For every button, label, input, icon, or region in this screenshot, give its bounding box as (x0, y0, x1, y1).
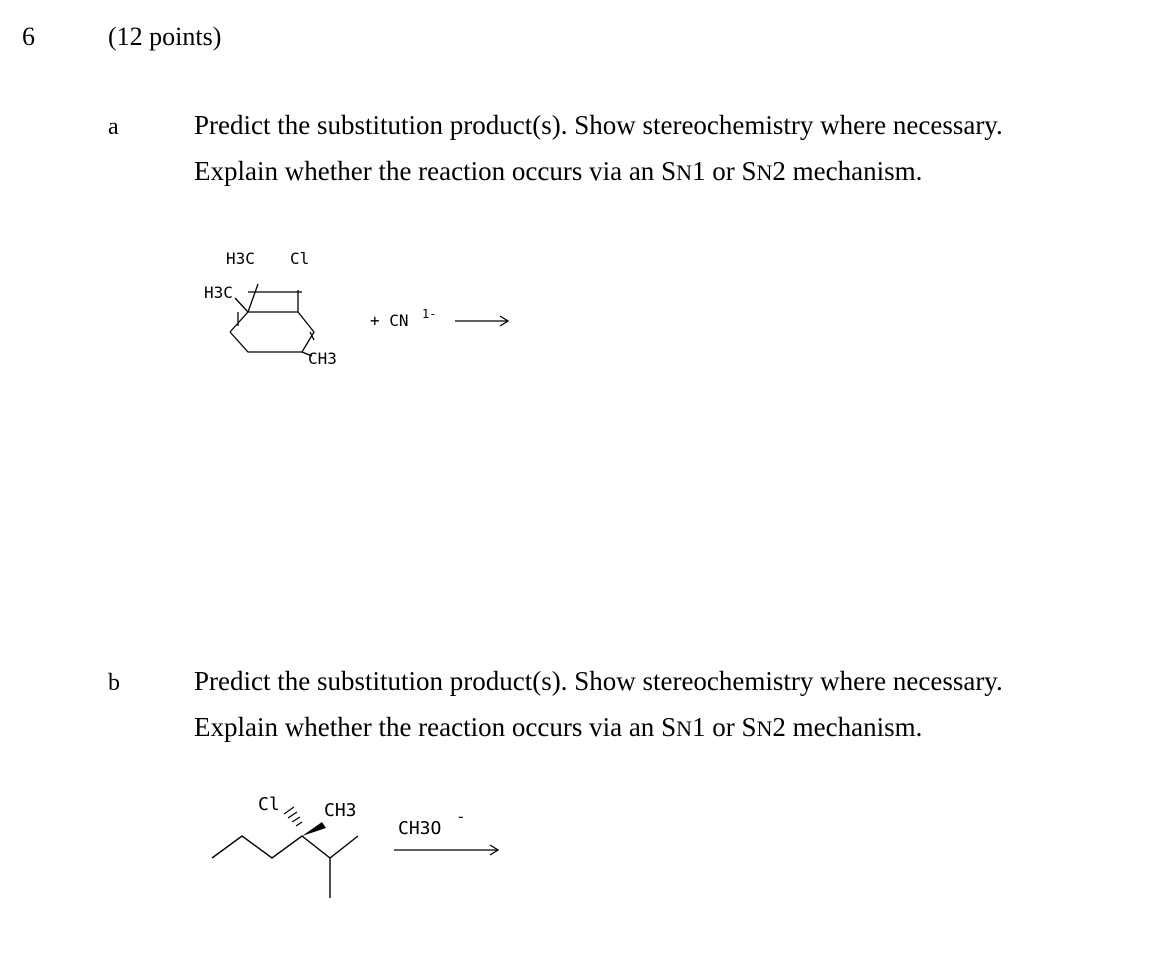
label-h3c-left: H3C (204, 283, 233, 302)
label-h3c-top: H3C (226, 249, 255, 268)
solid-wedge-ch3 (302, 822, 326, 836)
reagent-ch3o: CH3O (398, 818, 442, 839)
reagent-cn: + CN (370, 311, 409, 330)
structure-a (190, 240, 530, 380)
part-a-instruction-2: Explain whether the reaction occurs via an SN1 or SN2 mechanism. (194, 156, 923, 186)
reagent-ch3o-charge: - (456, 807, 466, 826)
bond-c1-methyl2 (235, 298, 248, 312)
label-ch3: CH3 (308, 349, 337, 368)
part-a-instruction-1: Predict the substitution product(s). Show stereochemistry where necessary. (194, 110, 1003, 140)
ring-a-bonds (230, 312, 314, 352)
part-b-label: b (108, 670, 120, 696)
part-b-instruction-1: Predict the substitution product(s). Show stereochemistry where necessary. (194, 666, 1003, 696)
reagent-cn-charge: 1- (422, 307, 437, 321)
hashed-wedge-cl (284, 807, 302, 826)
structure-b (200, 786, 520, 906)
chain-b-bonds (212, 836, 358, 858)
label-cl-b: Cl (258, 794, 280, 815)
question-number: 6 (22, 22, 35, 51)
bond-c1-methyl (248, 284, 258, 312)
part-a-label: a (108, 114, 119, 140)
label-ch3-b: CH3 (324, 800, 357, 821)
part-b-instruction-2: Explain whether the reaction occurs via an SN1 or SN2 mechanism. (194, 712, 923, 742)
question-points: (12 points) (108, 22, 222, 51)
label-cl: Cl (290, 249, 310, 268)
